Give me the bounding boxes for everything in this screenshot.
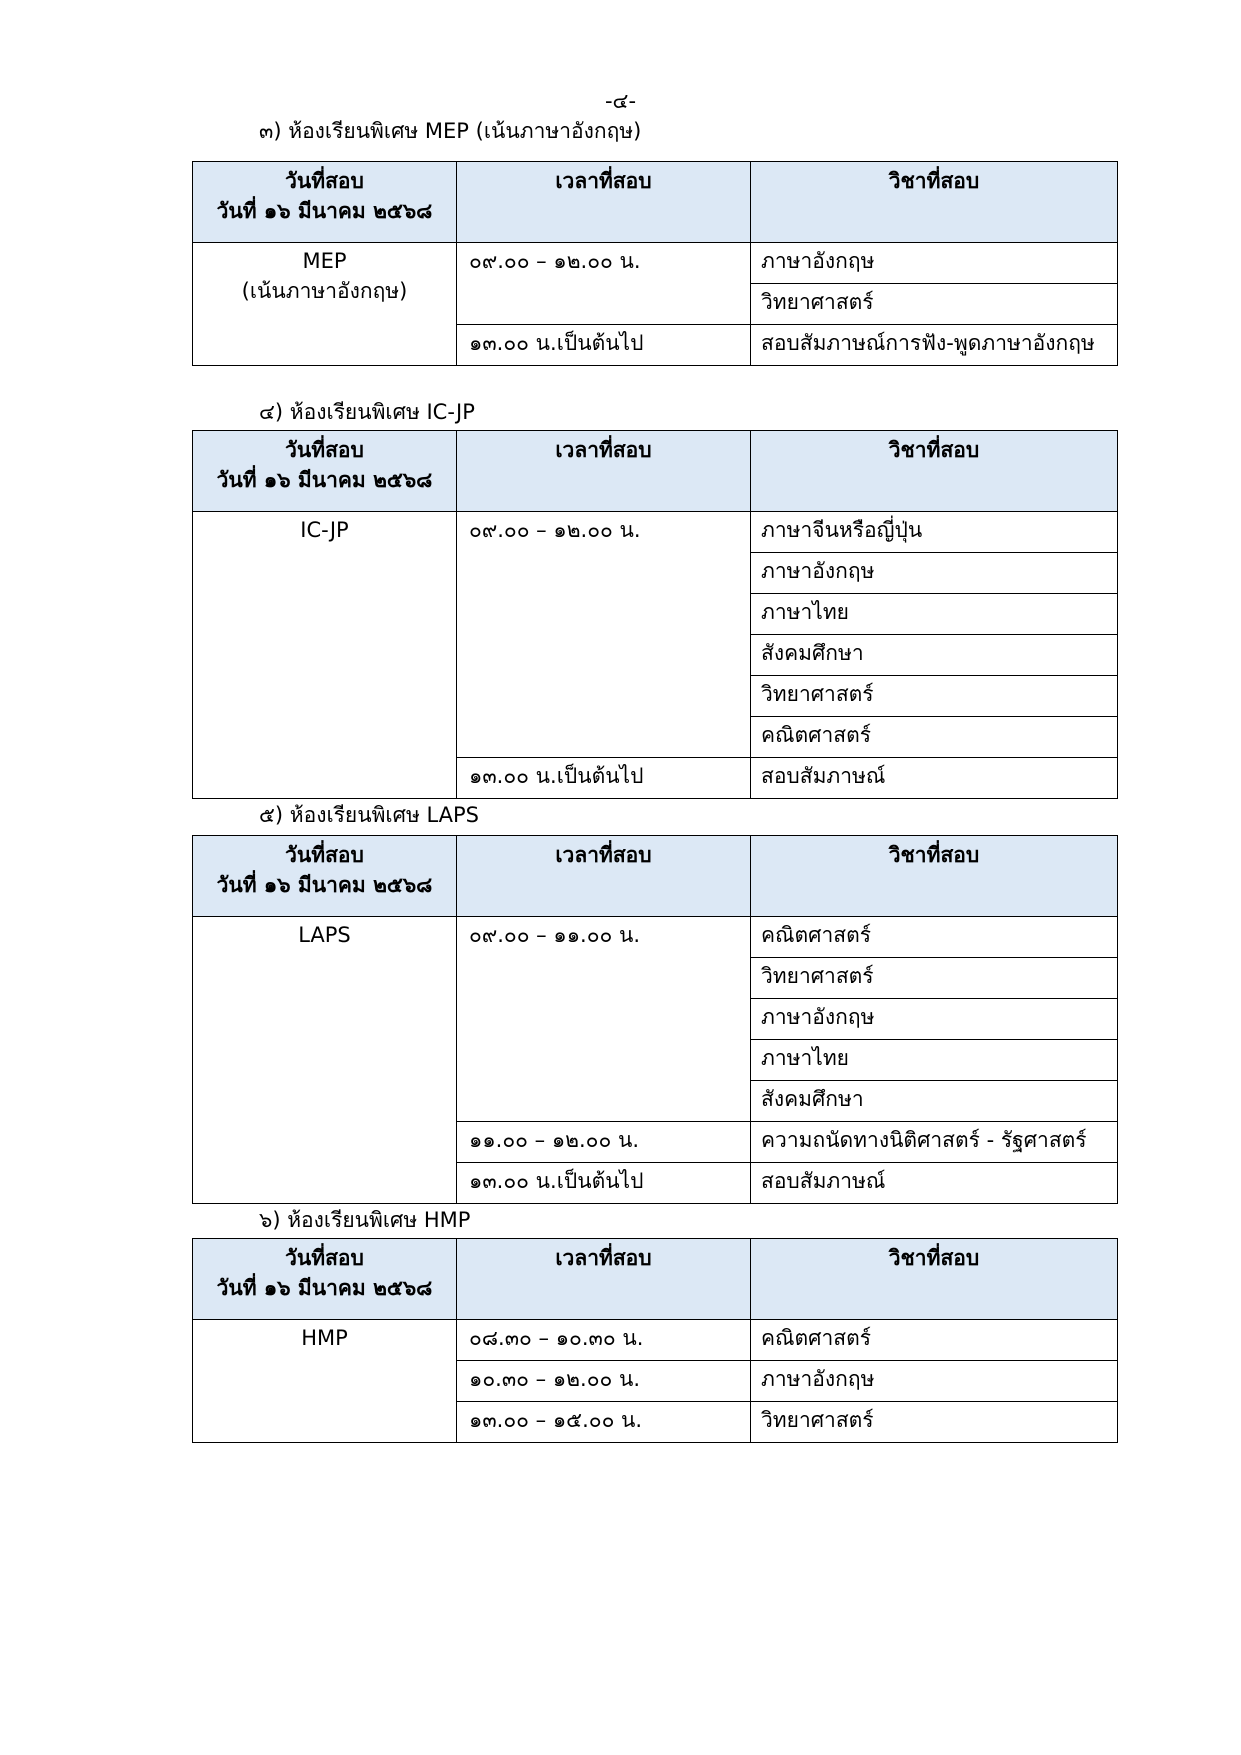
table-row [193, 243, 1118, 284]
table-header-row [193, 162, 1118, 243]
program-name: IC-JP [300, 518, 349, 542]
page-number: -๔- [604, 89, 637, 113]
exam-subject-cell: วิทยาศาสตร์ [751, 284, 1118, 325]
exam-subject-cell: สอบสัมภาษณ์ [751, 1163, 1118, 1204]
header-date-title: วันที่สอบ [285, 169, 364, 193]
exam-subject-cell: วิทยาศาสตร์ [751, 1402, 1118, 1443]
exam-subject-cell: ภาษาอังกฤษ [751, 999, 1118, 1040]
header-date-title: วันที่สอบ [285, 843, 364, 867]
header-exam-time: เวลาที่สอบ [457, 162, 751, 243]
section-heading: ๓) ห้องเรียนพิเศษ MEP (เน้นภาษาอังกฤษ) [259, 119, 642, 143]
exam-schedule-table [192, 161, 1118, 366]
exam-time-cell: ๐๙.๐๐ – ๑๒.๐๐ น. [457, 512, 751, 758]
header-exam-subject: วิชาที่สอบ [751, 162, 1118, 243]
exam-time-cell: ๐๙.๐๐ – ๑๑.๐๐ น. [457, 917, 751, 1122]
header-date-title: วันที่สอบ [285, 1246, 364, 1270]
program-subtitle: (เน้นภาษาอังกฤษ) [241, 279, 408, 303]
exam-time-cell: ๐๙.๐๐ – ๑๒.๐๐ น. [457, 243, 751, 325]
exam-schedule-table [192, 835, 1118, 1204]
header-exam-date [193, 431, 457, 512]
header-exam-date [193, 1239, 457, 1320]
header-exam-subject: วิชาที่สอบ [751, 1239, 1118, 1320]
table-row [193, 917, 1118, 958]
exam-subject-cell: ความถนัดทางนิติศาสตร์ - รัฐศาสตร์ [751, 1122, 1118, 1163]
program-name-cell [193, 512, 457, 799]
header-exam-time: เวลาที่สอบ [457, 1239, 751, 1320]
header-date-value: วันที่ ๑๖ มีนาคม ๒๕๖๘ [216, 873, 433, 897]
exam-subject-cell: ภาษาอังกฤษ [751, 1361, 1118, 1402]
exam-time-cell: ๑๐.๓๐ – ๑๒.๐๐ น. [457, 1361, 751, 1402]
table-header-row [193, 836, 1118, 917]
header-date-value: วันที่ ๑๖ มีนาคม ๒๕๖๘ [216, 468, 433, 492]
exam-subject-cell: สังคมศึกษา [751, 635, 1118, 676]
exam-subject-cell: ภาษาจีนหรือญี่ปุ่น [751, 512, 1118, 553]
table-row [193, 1320, 1118, 1361]
program-name-cell [193, 1320, 457, 1443]
header-exam-subject: วิชาที่สอบ [751, 836, 1118, 917]
table-header-row [193, 431, 1118, 512]
exam-time-cell: ๑๓.๐๐ น.เป็นต้นไป [457, 325, 751, 366]
exam-time-cell: ๑๓.๐๐ น.เป็นต้นไป [457, 1163, 751, 1204]
header-date-value: วันที่ ๑๖ มีนาคม ๒๕๖๘ [216, 1276, 433, 1300]
exam-subject-cell: คณิตศาสตร์ [751, 1320, 1118, 1361]
program-name-cell [193, 917, 457, 1204]
exam-schedule-table [192, 1238, 1118, 1443]
header-exam-time: เวลาที่สอบ [457, 431, 751, 512]
exam-subject-cell: คณิตศาสตร์ [751, 917, 1118, 958]
exam-subject-cell: ภาษาไทย [751, 594, 1118, 635]
program-name-cell [193, 243, 457, 366]
exam-subject-cell: คณิตศาสตร์ [751, 717, 1118, 758]
section-heading: ๔) ห้องเรียนพิเศษ IC-JP [259, 400, 475, 424]
exam-time-cell: ๑๓.๐๐ – ๑๕.๐๐ น. [457, 1402, 751, 1443]
header-date-value: วันที่ ๑๖ มีนาคม ๒๕๖๘ [216, 199, 433, 223]
exam-schedule-table [192, 430, 1118, 799]
header-exam-time: เวลาที่สอบ [457, 836, 751, 917]
exam-subject-cell: ภาษาอังกฤษ [751, 243, 1118, 284]
program-name: HMP [301, 1326, 348, 1350]
exam-subject-cell: สังคมศึกษา [751, 1081, 1118, 1122]
program-name: LAPS [298, 923, 351, 947]
exam-subject-cell: ภาษาไทย [751, 1040, 1118, 1081]
table-header-row [193, 1239, 1118, 1320]
exam-time-cell: ๑๑.๐๐ – ๑๒.๐๐ น. [457, 1122, 751, 1163]
table-row [193, 512, 1118, 553]
exam-subject-cell: วิทยาศาสตร์ [751, 676, 1118, 717]
section-heading: ๖) ห้องเรียนพิเศษ HMP [259, 1208, 471, 1232]
program-name: MEP [302, 249, 347, 273]
section-heading: ๕) ห้องเรียนพิเศษ LAPS [259, 803, 479, 827]
exam-time-cell: ๑๓.๐๐ น.เป็นต้นไป [457, 758, 751, 799]
exam-subject-cell: สอบสัมภาษณ์การฟัง-พูดภาษาอังกฤษ [751, 325, 1118, 366]
exam-subject-cell: สอบสัมภาษณ์ [751, 758, 1118, 799]
exam-subject-cell: วิทยาศาสตร์ [751, 958, 1118, 999]
exam-subject-cell: ภาษาอังกฤษ [751, 553, 1118, 594]
header-exam-date [193, 162, 457, 243]
header-date-title: วันที่สอบ [285, 438, 364, 462]
exam-time-cell: ๐๘.๓๐ – ๑๐.๓๐ น. [457, 1320, 751, 1361]
header-exam-date [193, 836, 457, 917]
header-exam-subject: วิชาที่สอบ [751, 431, 1118, 512]
